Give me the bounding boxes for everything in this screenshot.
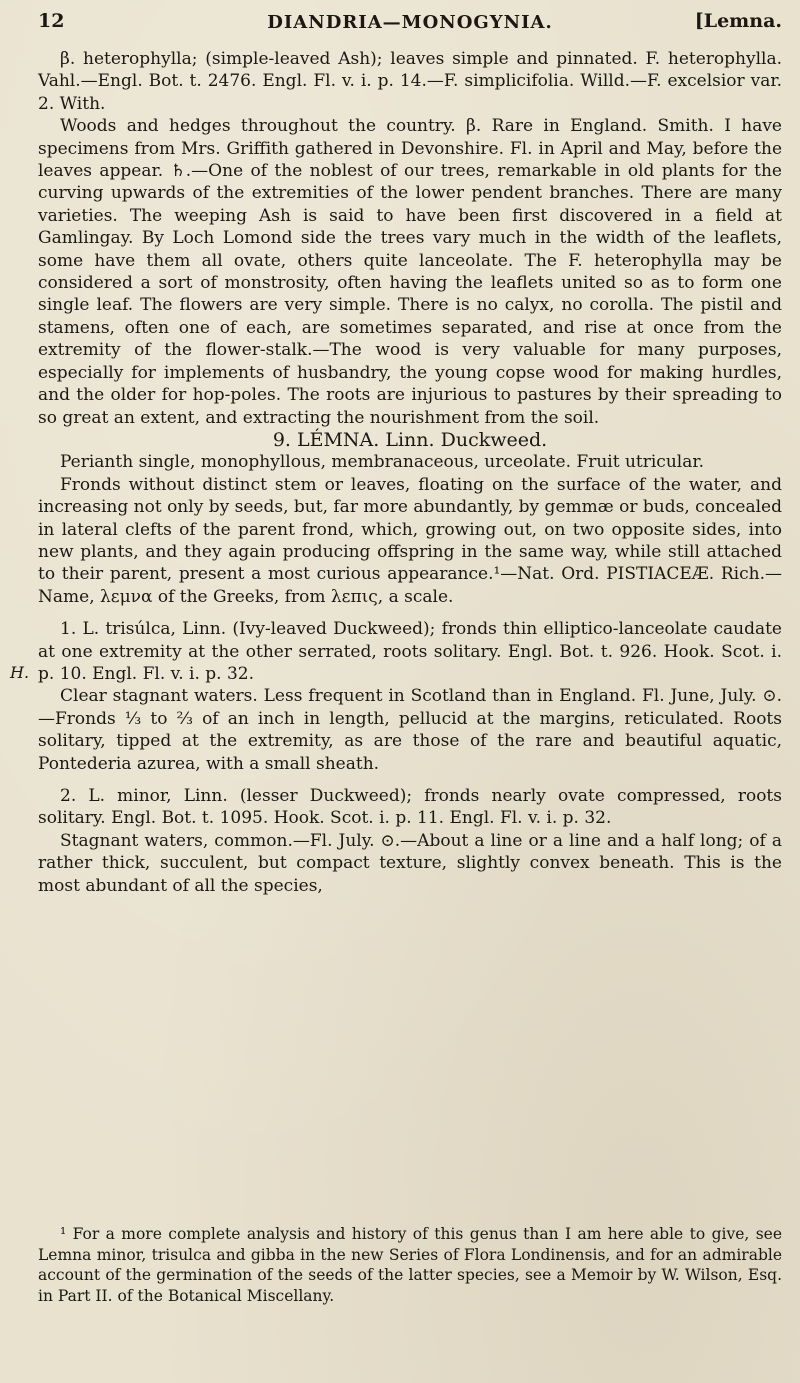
- page-number: 12: [38, 10, 65, 32]
- genus-heading: 9. LÉMNA. Linn. Duckweed.: [272, 428, 548, 451]
- genus-tag: [Lemna.: [694, 10, 782, 32]
- paragraph-minor-habitat: Stagnant waters, common.—Fl. July. ⊙.—About a line or a line and a half long; of a rather thick, succulent, but compact texture, slightly convex beneath. This is the most abundant of all the species,: [38, 830, 782, 896]
- running-head: DIANDRIA—MONOGYNIA.: [267, 12, 553, 33]
- page-body: [38, 48, 782, 897]
- paragraph-species-minor: 2. L. minor, Linn. (lesser Duckweed); fronds nearly ovate compressed, roots solitary. Engl. Bot. t. 1095. Hook. Scot. i. p. 11. Engl. Fl. v. i. p. 32.: [38, 786, 782, 829]
- paragraph-ash-habitat: Woods and hedges throughout the country. β. Rare in England. Smith. I have specimens from Mrs. Griffith gathered in Devonshire. Fl. in April and May, before the leaves appear. ♄.—One of the noblest of our trees, remarkable in old plants for the curving upwards of the extremities of the lower pendent branches. There are many varieties. The weeping Ash is said to have been first discovered in a field at Gamlingay. By Loch Lomond side the trees vary much in the width of the leaflets, some have them all ovate, others quite lanceolate. The F. heterophylla may be considered a sort of monstrosity, often having the leaflets united so as to form one single leaf. The flowers are very simple. There is no calyx, no corolla. The pistil and stamens, often one of each, are sometimes separated, and rise at once from the extremity of the flower-stalk.—The wood is very valuable for many purposes, especially for implements of husbandry, the young copse wood for making hurdles, and the older for hop-poles. The roots are injurious to pastures by their spreading to so great an extent, and extracting the nourishment from the soil.: [38, 116, 782, 428]
- paragraph-lemna-fronds: Fronds without distinct stem or leaves, floating on the surface of the water, and increasing not only by seeds, but, far more abundantly, by gemmæ or buds, concealed in lateral clefts of the parent frond, which, growing out, on two opposite sides, into new plants, and they again producing offspring in the same way, while still attached to their parent, present a most curious appearance.¹—Nat. Ord. PISTIACEÆ. Rich.—Name, λεμνα of the Greeks, from λεπις, a scale.: [38, 474, 782, 607]
- paragraph-species-trisulca: 1. L. trisúlca, Linn. (Ivy-leaved Duckweed); fronds thin elliptico-lanceolate caudate at one extremity at the other serrated, roots solitary. Engl. Bot. t. 926. Hook. Scot. i. p. 10. Engl. Fl. v. i. p. 32.: [38, 619, 782, 684]
- page-header: [38, 10, 782, 38]
- paragraph-trisulca-habitat: Clear stagnant waters. Less frequent in Scotland than in England. Fl. June, July. ⊙.—Fronds ⅓ to ⅔ of an inch in length, pellucid at the margins, reticulated. Roots solitary, tipped at the extremity, as are those of the rare and beautiful aquatic, Pontederia azurea, with a small sheath.: [38, 686, 782, 774]
- margin-note: H.: [10, 663, 30, 682]
- paragraph-ash-variety: β. heterophylla; (simple-leaved Ash); leaves simple and pinnated. F. heterophylla. Vahl.—Engl. Bot. t. 2476. Engl. Fl. v. i. p. 14.—F. simplicifolia. Willd.—F. excelsior var. 2. With.: [38, 49, 782, 114]
- footnote: [38, 1224, 782, 1306]
- paragraph-lemna-perianth: Perianth single, monophyllous, membranaceous, urceolate. Fruit utricular.: [60, 452, 705, 473]
- footnote-text: ¹ For a more complete analysis and history of this genus than I am here able to give, see Lemna minor, trisulca and gibba in the new Series of Flora Londinensis, and for an admirable account of the germination of the seeds of the latter species, see a Memoir by W. Wilson, Esq. in Part II. of the Botanical Miscellany.: [38, 1225, 782, 1305]
